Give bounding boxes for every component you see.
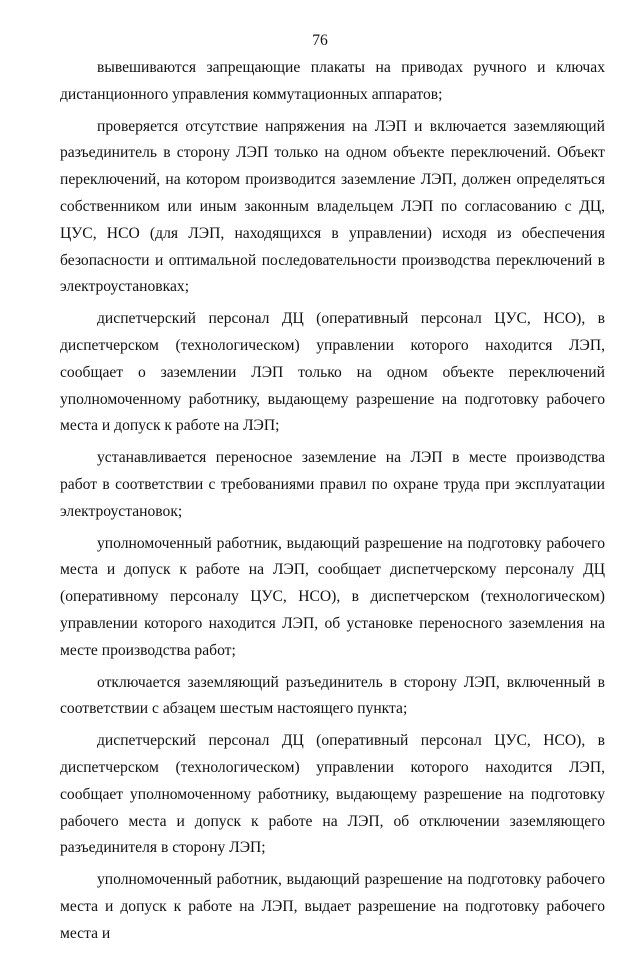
- page-number: 76: [312, 32, 328, 49]
- paragraph-5: уполномоченный работник, выдающий разрешение на подготовку рабочего места и допуск к работе на ЛЭП, сообщает диспетчерскому персоналу ДЦ (оперативному персоналу ЦУС, НСО), в диспетчерском (технологическом) управлении которого находится ЛЭП, об установке переносного заземления на месте производства работ;: [60, 534, 605, 659]
- paragraph-1: вывешиваются запрещающие плакаты на приводах ручного и ключах дистанционного управления коммутационных аппаратов;: [60, 59, 605, 103]
- paragraph-4: устанавливается переносное заземление на ЛЭП в месте производства работ в соответствии с требованиями правил по охране труда при эксплуатации электроустановок;: [60, 449, 605, 520]
- paragraph-7: диспетчерский персонал ДЦ (оперативный персонал ЦУС, НСО), в диспетчерском (технологическом) управлении которого находится ЛЭП, сообщает уполномоченному работнику, выдающему разрешение на подготовку рабочего места и допуск к работе на ЛЭП, об отключении заземляющего разъединителя в сторону ЛЭП;: [60, 732, 605, 857]
- document-body: [60, 55, 605, 953]
- paragraph-3: диспетчерский персонал ДЦ (оперативный персонал ЦУС, НСО), в диспетчерском (технологическом) управлении которого находится ЛЭП, сообщает о заземлении ЛЭП только на одном объекте переключений уполномоченному работнику, выдающему разрешение на подготовку рабочего места и допуск к работе на ЛЭП;: [60, 310, 605, 435]
- paragraph-6: отключается заземляющий разъединитель в сторону ЛЭП, включенный в соответствии с абзацем шестым настоящего пункта;: [60, 673, 605, 718]
- paragraph-2: проверяется отсутствие напряжения на ЛЭП и включается заземляющий разъединитель в сторону ЛЭП только на одном объекте переключений. Объект переключений, на котором производится заземление ЛЭП, должен определяться собственником или иным законным владельцем ЛЭП по согласованию с ДЦ, ЦУС, НСО (для ЛЭП, находящихся в управлении) исходя из обеспечения безопасности и оптимальной последовательности производства переключений в электроустановках;: [60, 117, 605, 296]
- paragraph-8: уполномоченный работник, выдающий разрешение на подготовку рабочего места и допуск к работе на ЛЭП, выдает разрешение на подготовку рабочего места и: [60, 871, 605, 942]
